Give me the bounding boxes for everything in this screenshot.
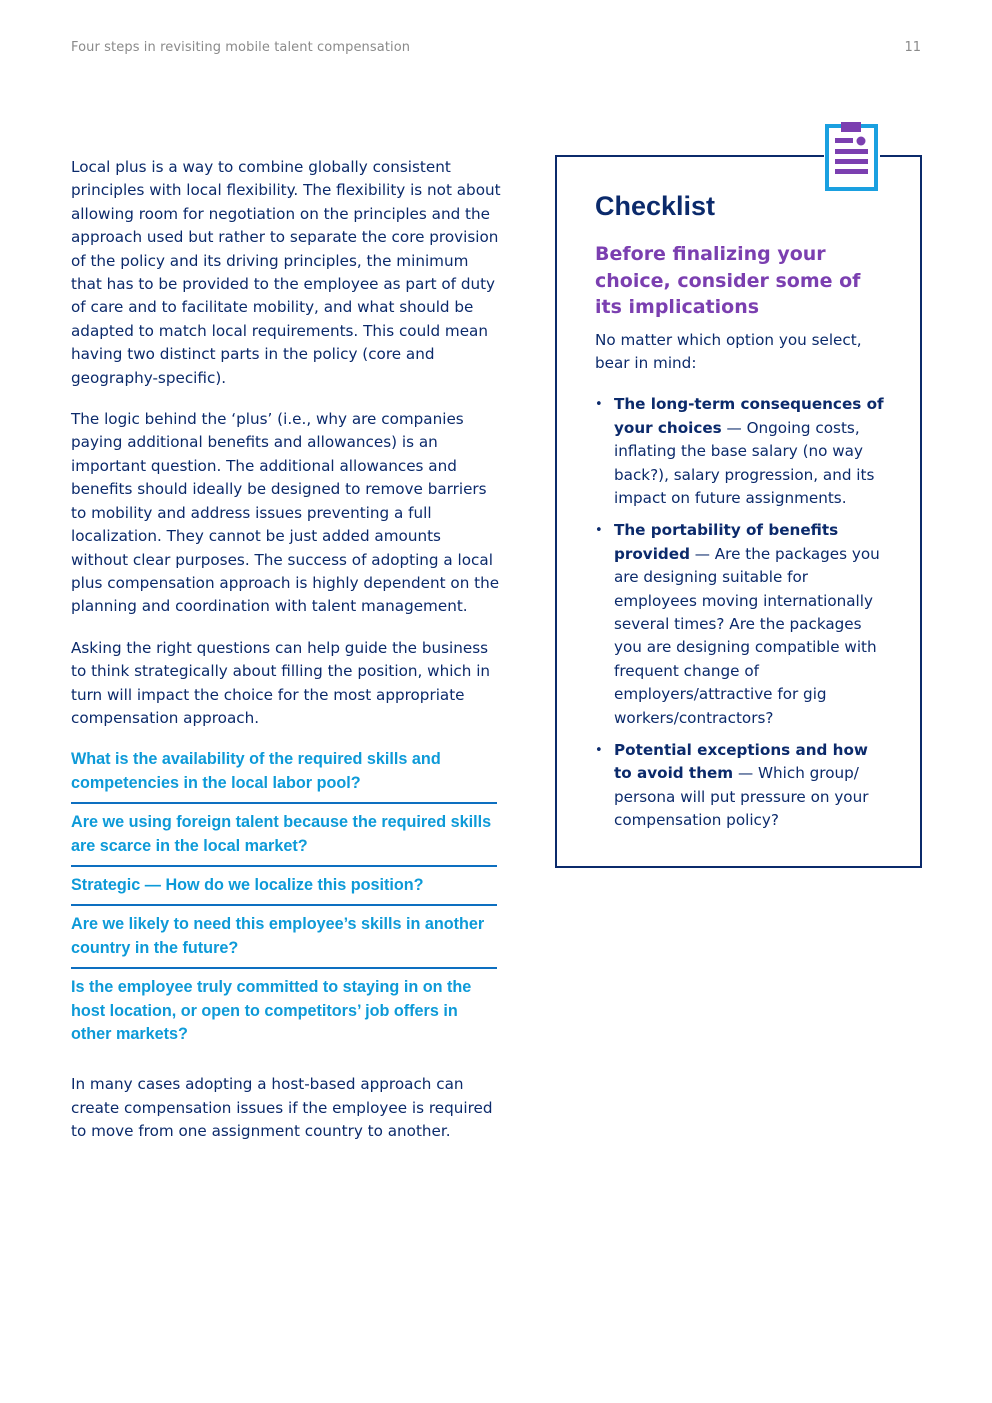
body-paragraph: The logic behind the ‘plus’ (i.e., why are companies paying additional benefits and allowances) is an important question. The additional allowances and benefits should ideally be designed to remove barriers to mobility and address issues preventing a full localization. They cannot be just added amounts without clear purposes. The success of adopting a local plus compensation approach is highly dependent on the planning and coordination with talent management.	[71, 410, 500, 616]
checklist-item-lead: The portability of benefits provided	[614, 521, 839, 563]
main-column	[71, 156, 501, 1162]
clipboard-icon	[824, 119, 880, 192]
checklist-item-lead: Potential exceptions and how to avoid them	[614, 741, 868, 783]
bullet-icon: •	[595, 397, 603, 413]
body-paragraph: Local plus is a way to combine globally consistent principles with local flexibility. The flexibility is not about allowing room for negotiation on the principles and the approach used but rather to separate the core provision of the policy and its driving principles, the minimum that has to be provided to the employee as part of duty of care and to facilitate mobility, and what should be adapted to match local requirements. This could mean having two distinct parts in the policy (core and geography-specific).	[71, 158, 501, 387]
body-paragraph: Asking the right questions can help guide the business to think strategically about filling the position, which in turn will impact the choice for the most appropriate compensation approach.	[71, 638, 491, 727]
question-item: Are we likely to need this employee’s skills in another country in the future?	[71, 906, 497, 969]
checklist-title: Checklist	[595, 191, 716, 221]
checklist-item	[595, 519, 884, 730]
bullet-icon: •	[595, 523, 603, 539]
running-header: Four steps in revisiting mobile talent compensation	[71, 40, 411, 55]
page-number: 11	[904, 40, 921, 55]
checklist-item	[595, 393, 884, 510]
question-item: Is the employee truly committed to staying in on the host location, or open to competitors’ job offers in other markets?	[71, 978, 472, 1043]
checklist-panel	[555, 155, 922, 868]
question-item: What is the availability of the required skills and competencies in the local labor pool?	[71, 748, 497, 804]
checklist-item	[595, 739, 884, 833]
bullet-icon: •	[595, 743, 603, 758]
checklist-intro: No matter which option you select, bear in mind:	[595, 330, 862, 372]
checklist-item-text: — Ongoing costs, inflating the base salary (no way back?), salary progression, and its impact on future assignments.	[614, 418, 875, 507]
checklist-item-text: — Which group/ persona will put pressure on your compensation policy?	[614, 764, 869, 830]
question-item: Are we using foreign talent because the required skills are scarce in the local market?	[71, 804, 497, 867]
checklist-items	[595, 393, 884, 832]
closing-paragraph: In many cases adopting a host-based approach can create compensation issues if the employee is required to move from one assignment country to another.	[71, 1075, 493, 1141]
question-item: Strategic — How do we localize this position?	[71, 867, 497, 906]
checklist-item-text: — Are the packages you are designing suitable for employees moving internationally several times? Are the packages you are designing compatible with frequent change of employers/attractive for gig workers/contractors?	[614, 544, 880, 727]
checklist-item-lead: The long-term consequences of your choices	[614, 395, 884, 437]
checklist-subtitle: Before finalizing your choice, consider some of its implications	[595, 243, 861, 318]
question-list	[71, 748, 501, 1053]
